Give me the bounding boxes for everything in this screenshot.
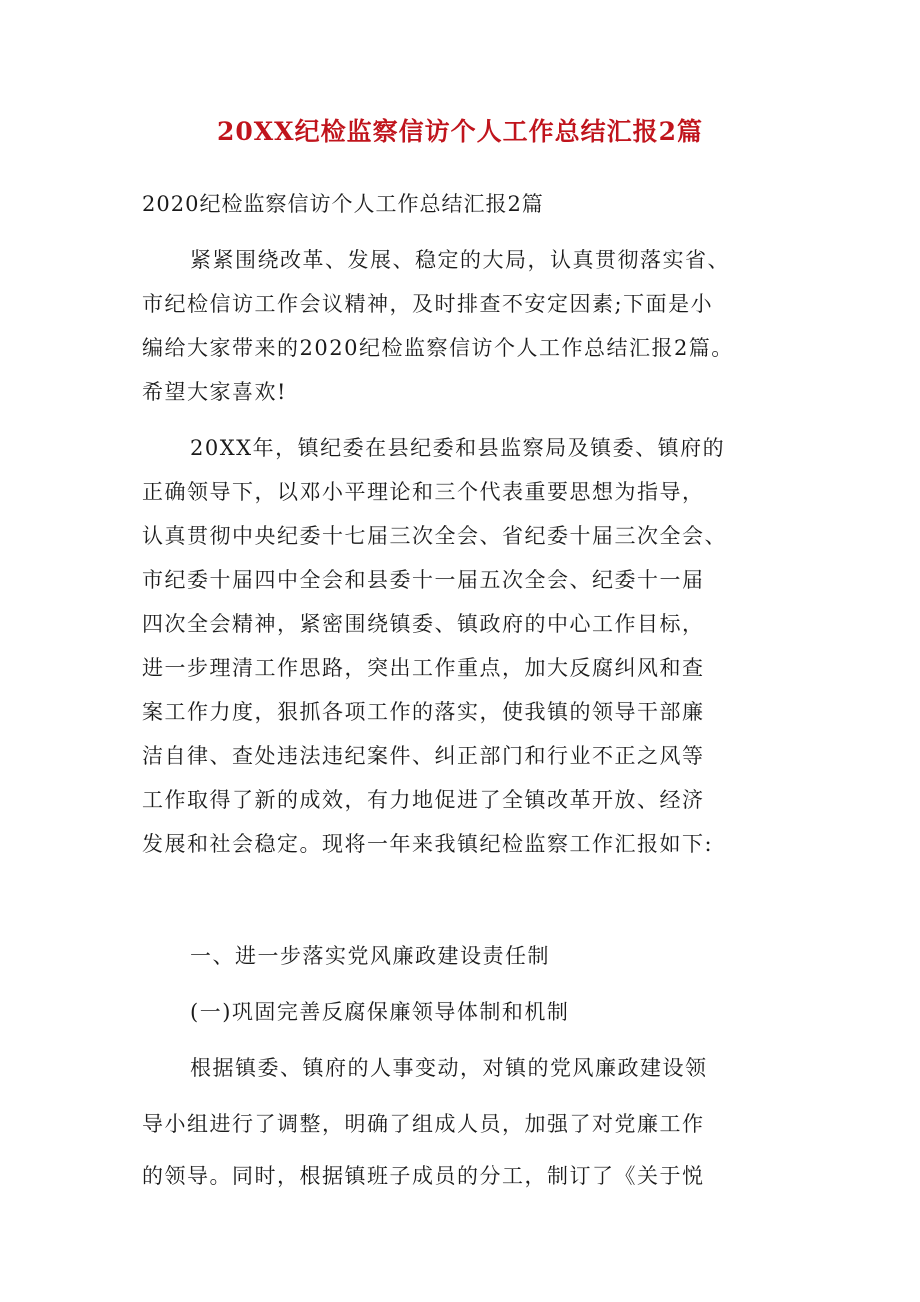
body-line: 20XX年，镇纪委在县纪委和县监察局及镇委、镇府的 [190, 436, 726, 460]
body-line: 洁自律、查处违法违纪案件、纠正部门和行业不正之风等 [142, 744, 705, 768]
body-line: 正确领导下，以邓小平理论和三个代表重要思想为指导， [142, 480, 705, 504]
body-line: 市纪委十届四中全会和县委十一届五次全会、纪委十一届 [142, 568, 705, 592]
subsection-heading: (一)巩固完善反腐保廉领导体制和机制 [190, 1000, 570, 1024]
intro-line: 希望大家喜欢! [142, 380, 287, 404]
intro-line: 紧紧围绕改革、发展、稳定的大局，认真贯彻落实省、 [190, 248, 730, 272]
section-heading: 一、进一步落实党风廉政建设责任制 [190, 944, 550, 968]
document-title: 20XX纪检监察信访个人工作总结汇报2篇 [217, 117, 703, 146]
body-line: 四次全会精神，紧密围绕镇委、镇政府的中心工作目标， [142, 612, 705, 636]
body-line: 进一步理清工作思路，突出工作重点，加大反腐纠风和查 [142, 656, 705, 680]
intro-line: 编给大家带来的2020纪检监察信访个人工作总结汇报2篇。 [142, 336, 734, 360]
body-line: 认真贯彻中央纪委十七届三次全会、省纪委十届三次全会、 [142, 524, 727, 548]
document-subtitle: 2020纪检监察信访个人工作总结汇报2篇 [142, 192, 544, 216]
section-line: 根据镇委、镇府的人事变动，对镇的党风廉政建设领 [190, 1056, 708, 1080]
body-line: 工作取得了新的成效，有力地促进了全镇改革开放、经济 [142, 788, 705, 812]
body-line: 发展和社会稳定。现将一年来我镇纪检监察工作汇报如下: [142, 832, 714, 856]
section-line: 导小组进行了调整，明确了组成人员，加强了对党廉工作 [142, 1112, 705, 1136]
body-line: 案工作力度，狠抓各项工作的落实，使我镇的领导干部廉 [142, 700, 705, 724]
section-line: 的领导。同时，根据镇班子成员的分工，制订了《关于悦 [142, 1164, 705, 1188]
intro-line: 市纪检信访工作会议精神，及时排查不安定因素;下面是小 [142, 292, 714, 316]
